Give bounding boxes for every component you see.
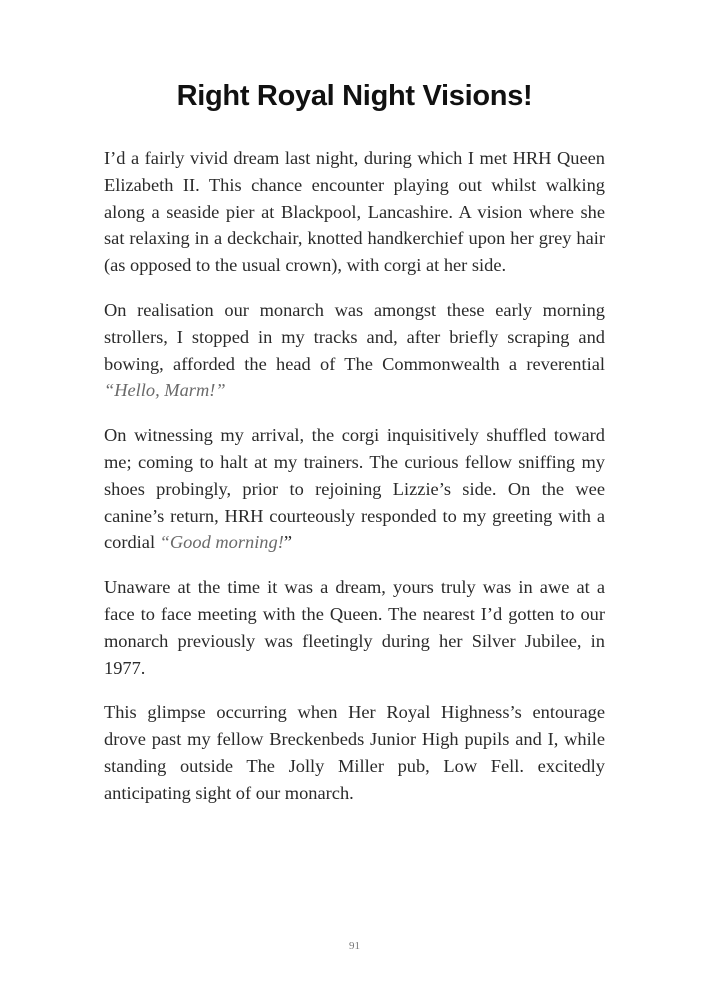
page-title: Right Royal Night Visions! bbox=[176, 80, 533, 112]
body-text bbox=[104, 145, 605, 825]
paragraph-4 bbox=[104, 574, 605, 681]
paragraph-2-quote: “Hello, Marm!” bbox=[104, 380, 226, 401]
paragraph-3-quote: “Good morning! bbox=[159, 532, 284, 553]
paragraph-2 bbox=[104, 297, 605, 404]
paragraph-1 bbox=[104, 145, 605, 279]
paragraph-5-text: This glimpse occurring when Her Royal Highness’s entourage drove past my fellow Breckenbeds Junior High pupils and I, while standing outside The Jolly Miller pub, Low Fell. excitedly anticipating sight of our monarch. bbox=[104, 702, 605, 803]
paragraph-4-text: Unaware at the time it was a dream, yours truly was in awe at a face to face meeting with the Queen. The nearest I’d gotten to our monarch previously was fleetingly during her Silver Jubilee, in 1977. bbox=[104, 577, 605, 678]
paragraph-3 bbox=[104, 422, 605, 556]
paragraph-3-text: On witnessing my arrival, the corgi inquisitively shuffled toward me; coming to halt at my trainers. The curious fellow sniffing my shoes probingly, prior to rejoining Lizzie’s side. On the wee canine’s return, HRH courteously responded to my greeting with a cordial bbox=[104, 425, 605, 553]
page-number: 91 bbox=[349, 940, 360, 952]
paragraph-3-closing-mark: ” bbox=[283, 532, 292, 553]
paragraph-2-text: On realisation our monarch was amongst these early morning strollers, I stopped in my tracks and, after briefly scraping and bowing, afforded the head of The Commonwealth a reverential bbox=[104, 299, 605, 374]
paragraph-1-text: I’d a fairly vivid dream last night, during which I met HRH Queen Elizabeth II. This chance encounter playing out whilst walking along a seaside pier at Blackpool, Lancashire. A vision where she sat relaxing in a deckchair, knotted handkerchief upon her grey hair (as opposed to the usual crown), with corgi at her side. bbox=[104, 148, 605, 276]
paragraph-5 bbox=[104, 699, 605, 806]
